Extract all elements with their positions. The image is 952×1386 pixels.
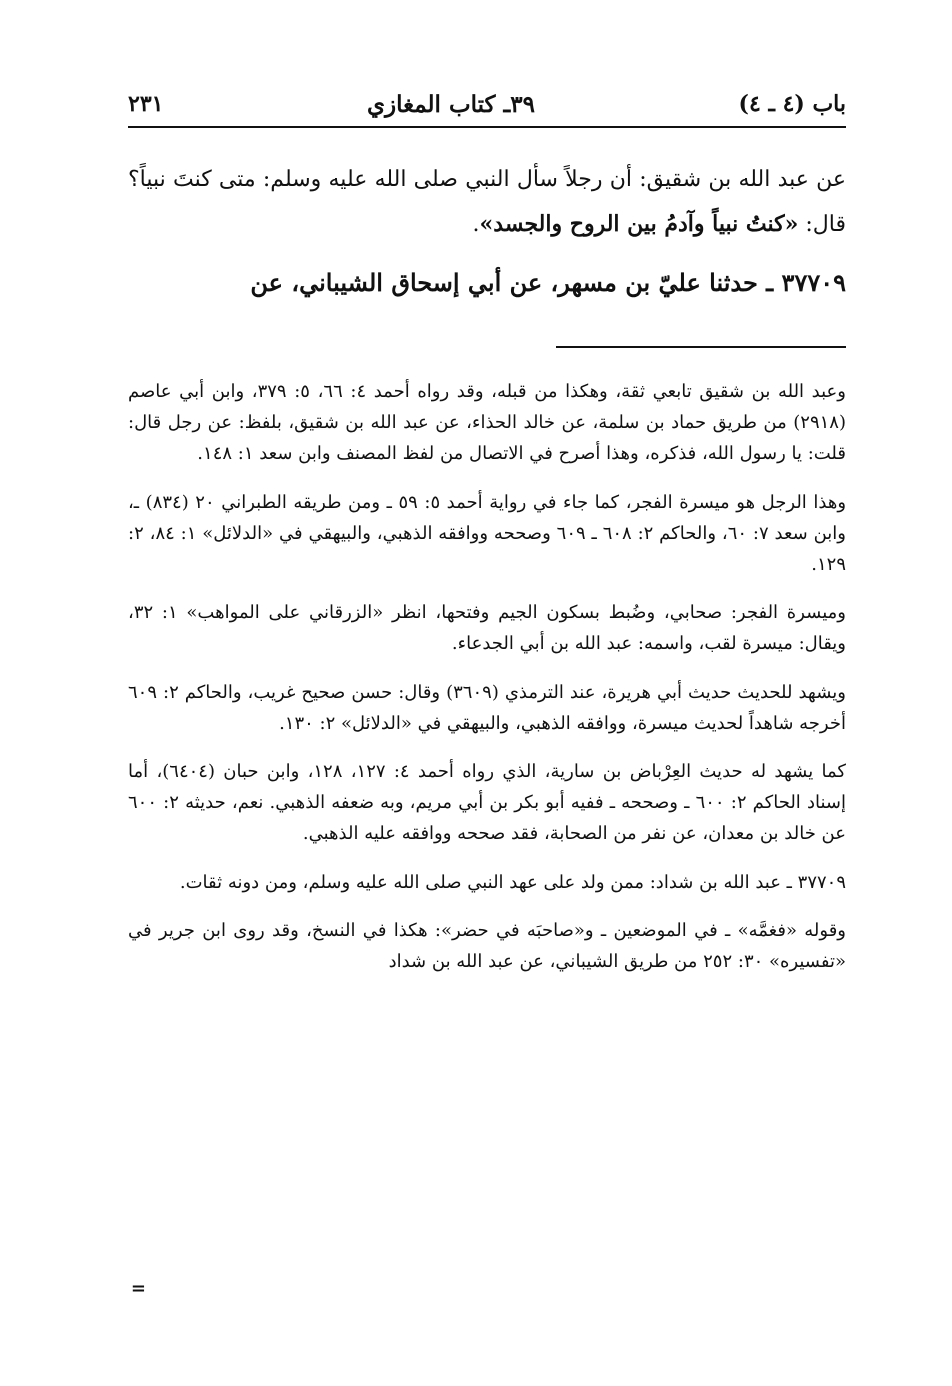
chapter-label: باب (٤ ـ ٤) — [738, 91, 846, 117]
main-paragraph — [128, 158, 846, 247]
page-header — [128, 84, 846, 124]
footnote-paragraph: وهذا الرجل هو ميسرة الفجر، كما جاء في رواية أحمد ٥: ٥٩ ـ ومن طريقه الطبراني ٢٠ (٨٣٤) ـ، وابن سعد ٧: ٦٠، والحاكم ٢: ٦٠٨ ـ ٦٠٩ وصححه ووافقه الذهبي، والبيهقي في «الدلائل» ١: ٨٤، ٢: ١٢٩. — [128, 491, 847, 576]
footnotes — [128, 376, 846, 977]
footnote-paragraph: ويشهد للحديث حديث أبي هريرة، عند الترمذي (٣٦٠٩) وقال: حسن صحيح غريب، والحاكم ٢: ٦٠٩ أخرجه شاهداً لحديث ميسرة، ووافقه الذهبي، والبيهقي في «الدلائل» ٢: ١٣٠. — [128, 681, 846, 734]
footnote-divider — [556, 346, 846, 348]
book-title: ٣٩ـ كتاب المغازي — [367, 90, 535, 118]
main-text — [128, 158, 846, 305]
header-divider — [128, 126, 846, 128]
hadith-chain-paragraph: ٣٧٧٠٩ ـ حدثنا عليّ بن مسهر، عن أبي إسحاق الشيباني، عن — [250, 268, 846, 297]
hadith-quote: «كنتُ نبياً وآدمُ بين الروح والجسد» — [479, 211, 799, 237]
footnote-paragraph: وعبد الله بن شقيق تابعي ثقة، وهكذا من قبله، وقد رواه أحمد ٤: ٦٦، ٥: ٣٧٩، وابن أبي عاصم (٢٩١٨) من طريق حماد بن سلمة، عن خالد الحذاء، عن عبد الله بن شقيق، بلفظ: عن رجل قال: قلت: يا رسول الله، فذكره، وهذا أصرح في الاتصال من لفظ المصنف وابن سعد ١: ١٤٨. — [128, 381, 846, 465]
page-number: ٢٣١ — [128, 91, 164, 117]
footnote-paragraph: ٣٧٧٠٩ ـ عبد الله بن شداد: ممن ولد على عهد النبي صلى الله عليه وسلم، ومن دونه ثقات. — [179, 871, 846, 893]
footnote-paragraph: وقوله «فغمَّه» ـ في الموضعين ـ و«صاحبَه في حضر»: هكذا في النسخ، وقد روى ابن جرير في «تفسيره» ٣٠: ٢٥٢ من طريق الشيباني، عن عبد الله بن شداد — [128, 919, 846, 973]
footnote-paragraph: وميسرة الفجر: صحابي، وضُبط بسكون الجيم وفتحها، انظر «الزرقاني على المواهب» ١: ٣٢، ويقال: ميسرة لقب، واسمه: عبد الله بن أبي الجدعاء. — [128, 602, 846, 655]
footnote-paragraph: كما يشهد له حديث العِرْباض بن سارية، الذي رواه أحمد ٤: ١٢٧، ١٢٨، وابن حبان (٦٤٠٤)، أما إسناد الحاكم ٢: ٦٠٠ ـ وصححه ـ ففيه أبو بكر بن أبي مريم، وبه ضعفه الذهبي. نعم، حديثه ٢: ٦٠٠ عن خالد بن معدان، عن نفر من الصحابة، فقد صححه ووافقه عليه الذهبي. — [128, 761, 846, 845]
main-text-span: عن عبد الله بن شقيق: أن رجلاً سأل النبي صلى الله عليه وسلم: متى كنتَ نبياً؟ قال: — [128, 167, 846, 237]
main-text-end: . — [472, 212, 480, 237]
continuation-mark: = — [130, 1278, 146, 1299]
